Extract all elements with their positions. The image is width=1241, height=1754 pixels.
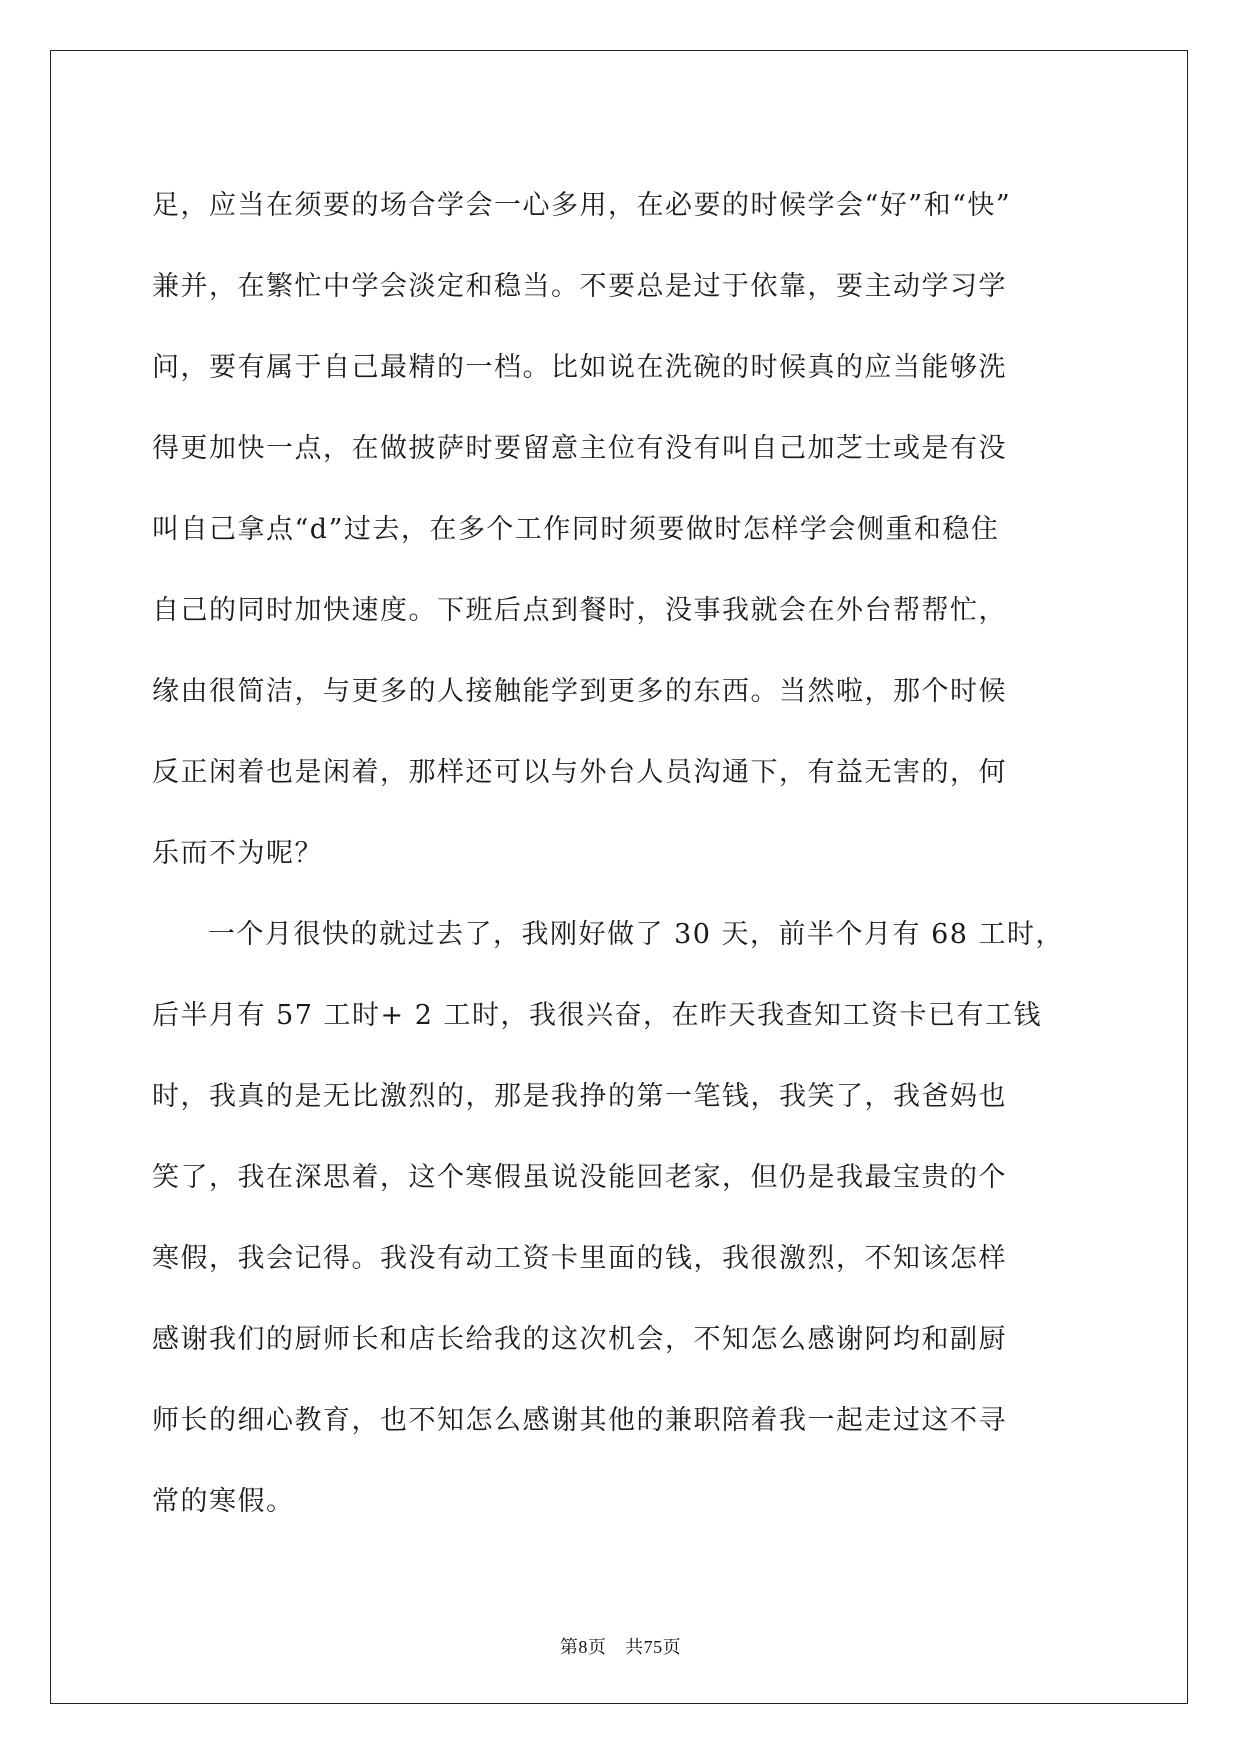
text-line: 得更加快一点，在做披萨时要留意主位有没有叫自己加芝士或是有没 [152,433,1007,464]
text-line: 自己的同时加快速度。下班后点到餐时，没事我就会在外台帮帮忙， [152,595,1007,626]
text-line: 乐而不为呢？ [152,838,323,869]
text-line: 感谢我们的厨师长和店长给我的这次机会，不知怎么感谢阿均和副厨 [152,1324,1007,1355]
text-line: 师长的细心教育，也不知怎么感谢其他的兼职陪着我一起走过这不寻 [152,1405,1007,1436]
text-line: 后半月有 57 工时+ 2 工时，我很兴奋，在昨天我查知工资卡已有工钱 [152,1000,1042,1031]
text-line: 兼并，在繁忙中学会淡定和稳当。不要总是过于依靠，要主动学习学 [152,271,1007,302]
text-line: 笑了，我在深思着，这个寒假虽说没能回老家，但仍是我最宝贵的个 [152,1162,1007,1193]
paragraph [152,894,1092,1542]
text-line: 足，应当在须要的场合学会一心多用，在必要的时候学会“好”和“快” [152,190,1012,221]
text-line: 常的寒假。 [152,1486,295,1517]
footer-prefix: 第 [559,1637,579,1658]
text-line: 时，我真的是无比激烈的，那是我挣的第一笔钱，我笑了，我爸妈也 [152,1081,1007,1112]
text-line: 寒假，我会记得。我没有动工资卡里面的钱，我很激烈，不知该怎样 [152,1243,1007,1274]
text-line: 反正闲着也是闲着，那样还可以与外台人员沟通下，有益无害的，何 [152,757,1007,788]
footer-total-prefix: 共 [625,1637,644,1658]
text-line: 缘由很简洁，与更多的人接触能学到更多的东西。当然啦，那个时候 [152,676,1007,707]
footer-total-suffix: 页 [662,1637,682,1658]
text-line: 叫自己拿点“d”过去，在多个工作同时须要做时怎样学会侧重和稳住 [152,514,1000,545]
current-page-number: 8 [578,1637,588,1657]
footer-page-word: 页 [587,1637,607,1658]
text-line: 一个月很快的就过去了，我刚好做了 30 天，前半个月有 68 工时， [208,919,1065,950]
document-body [152,165,1092,1542]
total-page-count: 75 [643,1637,663,1657]
text-line: 问，要有属于自己最精的一档。比如说在洗碗的时候真的应当能够洗 [152,352,1007,383]
page-number-footer [0,1633,1241,1659]
paragraph [152,165,1092,894]
